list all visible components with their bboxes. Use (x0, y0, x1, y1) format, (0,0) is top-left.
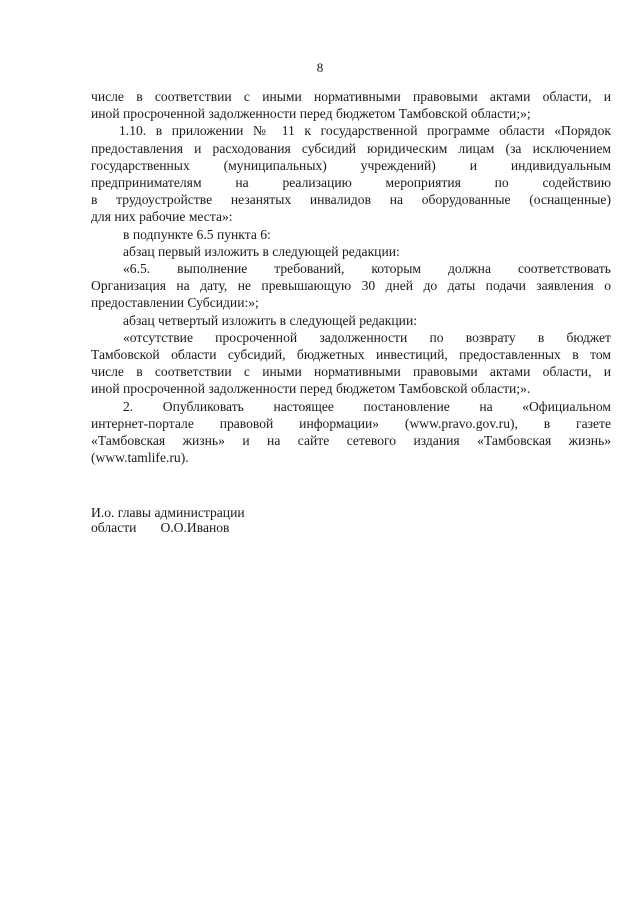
text-line: предпринимателям на реализацию мероприятия по содействию (91, 175, 611, 191)
page-number: 8 (316, 60, 324, 75)
text-line: «отсутствие просроченной задолженности по возврату в бюджет (123, 329, 611, 345)
text-line: 2. Опубликовать настоящее постановление на «Официальном (123, 398, 611, 414)
text-line: государственных (муниципальных) учреждений) и индивидуальным (91, 157, 611, 173)
text-line: предоставления и расходования субсидий юридическим лицам (за исключением (91, 140, 611, 156)
signatory-line (91, 520, 391, 535)
signatory-name: О.О.Иванов (160, 520, 230, 535)
text-line: «Тамбовская жизнь» и на сайте сетевого издания «Тамбовская жизнь» (91, 433, 611, 449)
signature-block (91, 505, 391, 535)
text-line: предоставлении Субсидии:»; (91, 295, 259, 311)
text-line: Тамбовской области субсидий, бюджетных инвестиций, предоставленных в том (91, 347, 611, 363)
text-line: Организация на дату, не превышающую 30 дней до даты подачи заявления о (91, 278, 611, 294)
text-line: иной просроченной задолженности перед бюджетом Тамбовской области;»; (91, 106, 531, 122)
signatory-title: И.о. главы администрации (91, 505, 245, 520)
text-line: числе в соответствии с иными нормативными правовыми актами области, и (91, 89, 611, 104)
text-line: иной просроченной задолженности перед бюджетом Тамбовской области;». (91, 381, 531, 397)
document-body (91, 88, 611, 466)
text-line: для них рабочие места»: (91, 209, 233, 225)
text-line: в трудоустройстве незанятых инвалидов на оборудованные (оснащенные) (91, 192, 611, 208)
text-line: числе в соответствии с иными нормативными правовыми актами области, и (91, 364, 611, 380)
text-line: в подпункте 6.5 пункта 6: (123, 226, 271, 242)
text-line: абзац четвертый изложить в следующей редакции: (123, 312, 418, 328)
text-line: (www.tamlife.ru). (91, 450, 189, 466)
text-line: интернет-портале правовой информации» (www.pravo.gov.ru), в газете (91, 415, 611, 431)
text-line: абзац первый изложить в следующей редакции: (123, 243, 400, 259)
text-line: «6.5. выполнение требований, которым должна соответствовать (123, 261, 611, 277)
signatory-region: области (91, 520, 137, 535)
text-line: 1.10. в приложении № 11 к государственной программе области «Порядок (119, 123, 611, 139)
